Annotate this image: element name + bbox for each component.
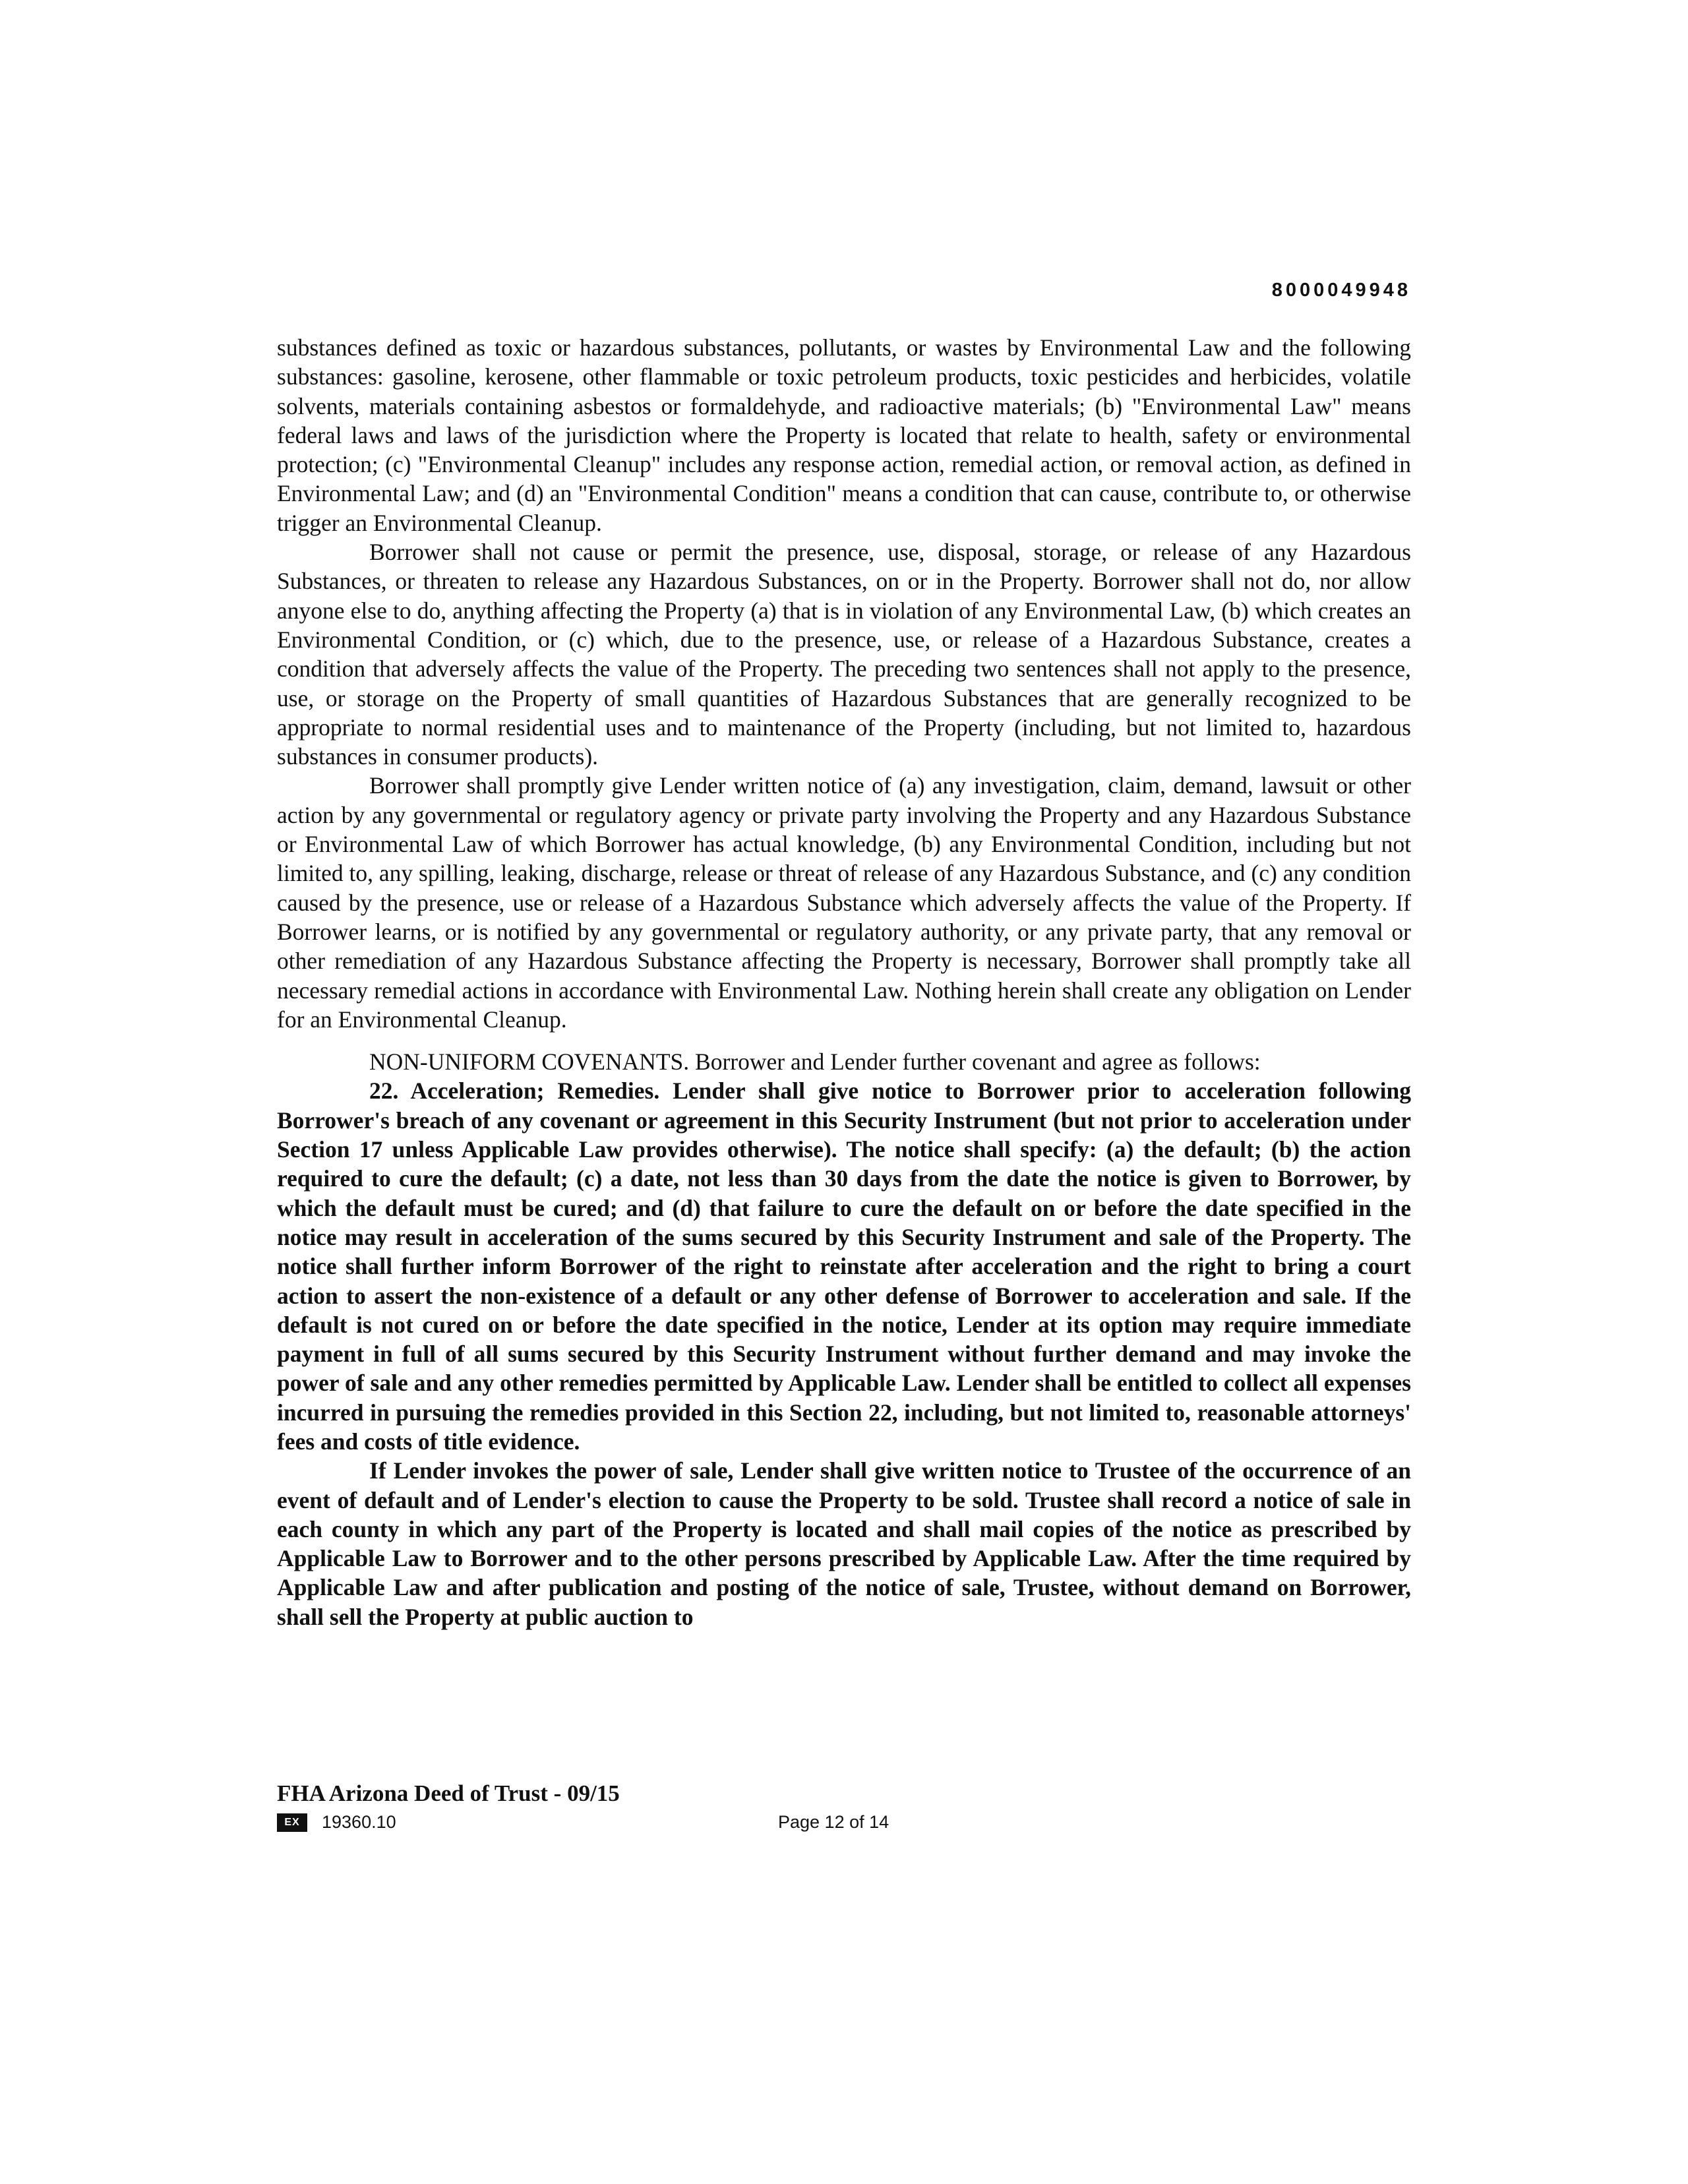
form-number: 19360.10 — [322, 1812, 396, 1832]
paragraph-power-of-sale: If Lender invokes the power of sale, Lender shall give written notice to Trustee of the occurrence of an event of default and of Lender's election to cause the Property to be sold. Trustee shall record a notice of sale in each county in which any part of the Property is located and shall mail copies of the notice as prescribed by Applicable Law to Borrower and to the other persons prescribed by Applicable Law. After the time required by Applicable Law and after publication and posting of the notice of sale, Trustee, without demand on Borrower, shall sell the Property at public auction to — [277, 1457, 1411, 1630]
paragraph-non-uniform-covenants: NON-UNIFORM COVENANTS. Borrower and Lender further covenant and agree as follows: — [369, 1048, 1261, 1076]
loan-number: 8000049948 — [1271, 280, 1411, 301]
section-heading-acceleration: 22. Acceleration; Remedies. — [369, 1077, 660, 1105]
paragraph-borrower-restrictions: Borrower shall not cause or permit the presence, use, disposal, storage, or release of any Hazardous Substances, or threaten to release any Hazardous Substances, on or in the Property. Borrower shall not do, nor allow anyone else to do, anything affecting the Property (a) that is in violation of any Environmental Law, (b) which creates an Environmental Condition, or (c) which, due to the presence, use, or release of a Hazardous Substance, creates a condition that adversely affects the value of the Property. The preceding two sentences shall not apply to the presence, use, or storage on the Property of small quantities of Hazardous Substances that are generally recognized to be appropriate to normal residential uses and to maintenance of the Property (including, but not limited to, hazardous substances in consumer products). — [277, 539, 1411, 770]
document-body — [277, 333, 1411, 1631]
footer-form-id — [277, 1812, 396, 1833]
ellie-mae-logo-icon: EX — [277, 1813, 307, 1832]
paragraph-borrower-notice: Borrower shall promptly give Lender written notice of (a) any investigation, claim, demand, lawsuit or other action by any governmental or regulatory agency or private party involving the Property and any Hazardous Substance or Environmental Law of which Borrower has actual knowledge, (b) any Environmental Condition, including but not limited to, any spilling, leaking, discharge, release or threat of release of any Hazardous Substance, and (c) any condition caused by the presence, use or release of a Hazardous Substance which adversely affects the value of the Property. If Borrower learns, or is notified by any governmental or regulatory authority, or any private party, that any removal or other remediation of any Hazardous Substance affecting the Property is necessary, Borrower shall promptly take all necessary remedial actions in accordance with Environmental Law. Nothing herein shall create any obligation on Lender for an Environmental Cleanup. — [277, 772, 1411, 1033]
paragraph-hazardous-definitions: substances defined as toxic or hazardous substances, pollutants, or wastes by Environmental Law and the following substances: gasoline, kerosene, other flammable or toxic petroleum products, toxic pesticides and herbicides, volatile solvents, materials containing asbestos or formaldehyde, and radioactive materials; (b) "Environmental Law" means federal laws and laws of the jurisdiction where the Property is located that relate to health, safety or environmental protection; (c) "Environmental Cleanup" includes any response action, remedial action, or removal action, as defined in Environmental Law; and (d) an "Environmental Condition" means a condition that can cause, contribute to, or otherwise trigger an Environmental Cleanup. — [277, 334, 1411, 536]
acceleration-text: Lender shall give notice to Borrower prior to acceleration following Borrower's breach of any covenant or agreement in this Security Instrument (but not prior to acceleration under Section 17 unless Applicable Law provides otherwise). The notice shall specify: (a) the default; (b) the action required to cure the default; (c) a date, not less than 30 days from the date the notice is given to Borrower, by which the default must be cured; and (d) that failure to cure the default on or before the date specified in the notice may result in acceleration of the sums secured by this Security Instrument and sale of the Property. The notice shall further inform Borrower of the right to reinstate after acceleration and the right to bring a court action to assert the non-existence of a default or any other defense of Borrower to acceleration and sale. If the default is not cured on or before the date specified in the notice, Lender at its option may require immediate payment in full of all sums secured by this Security Instrument without further demand and may invoke the power of sale and any other remedies permitted by Applicable Law. Lender shall be entitled to collect all expenses incurred in pursuing the remedies provided in this Section 22, including, but not limited to, reasonable attorneys' fees and costs of title evidence. — [277, 1077, 1411, 1455]
page-number: Page 12 of 14 — [778, 1812, 889, 1832]
footer-form-title: FHA Arizona Deed of Trust - 09/15 — [277, 1780, 620, 1806]
paragraph-acceleration-remedies — [277, 1076, 1411, 1456]
